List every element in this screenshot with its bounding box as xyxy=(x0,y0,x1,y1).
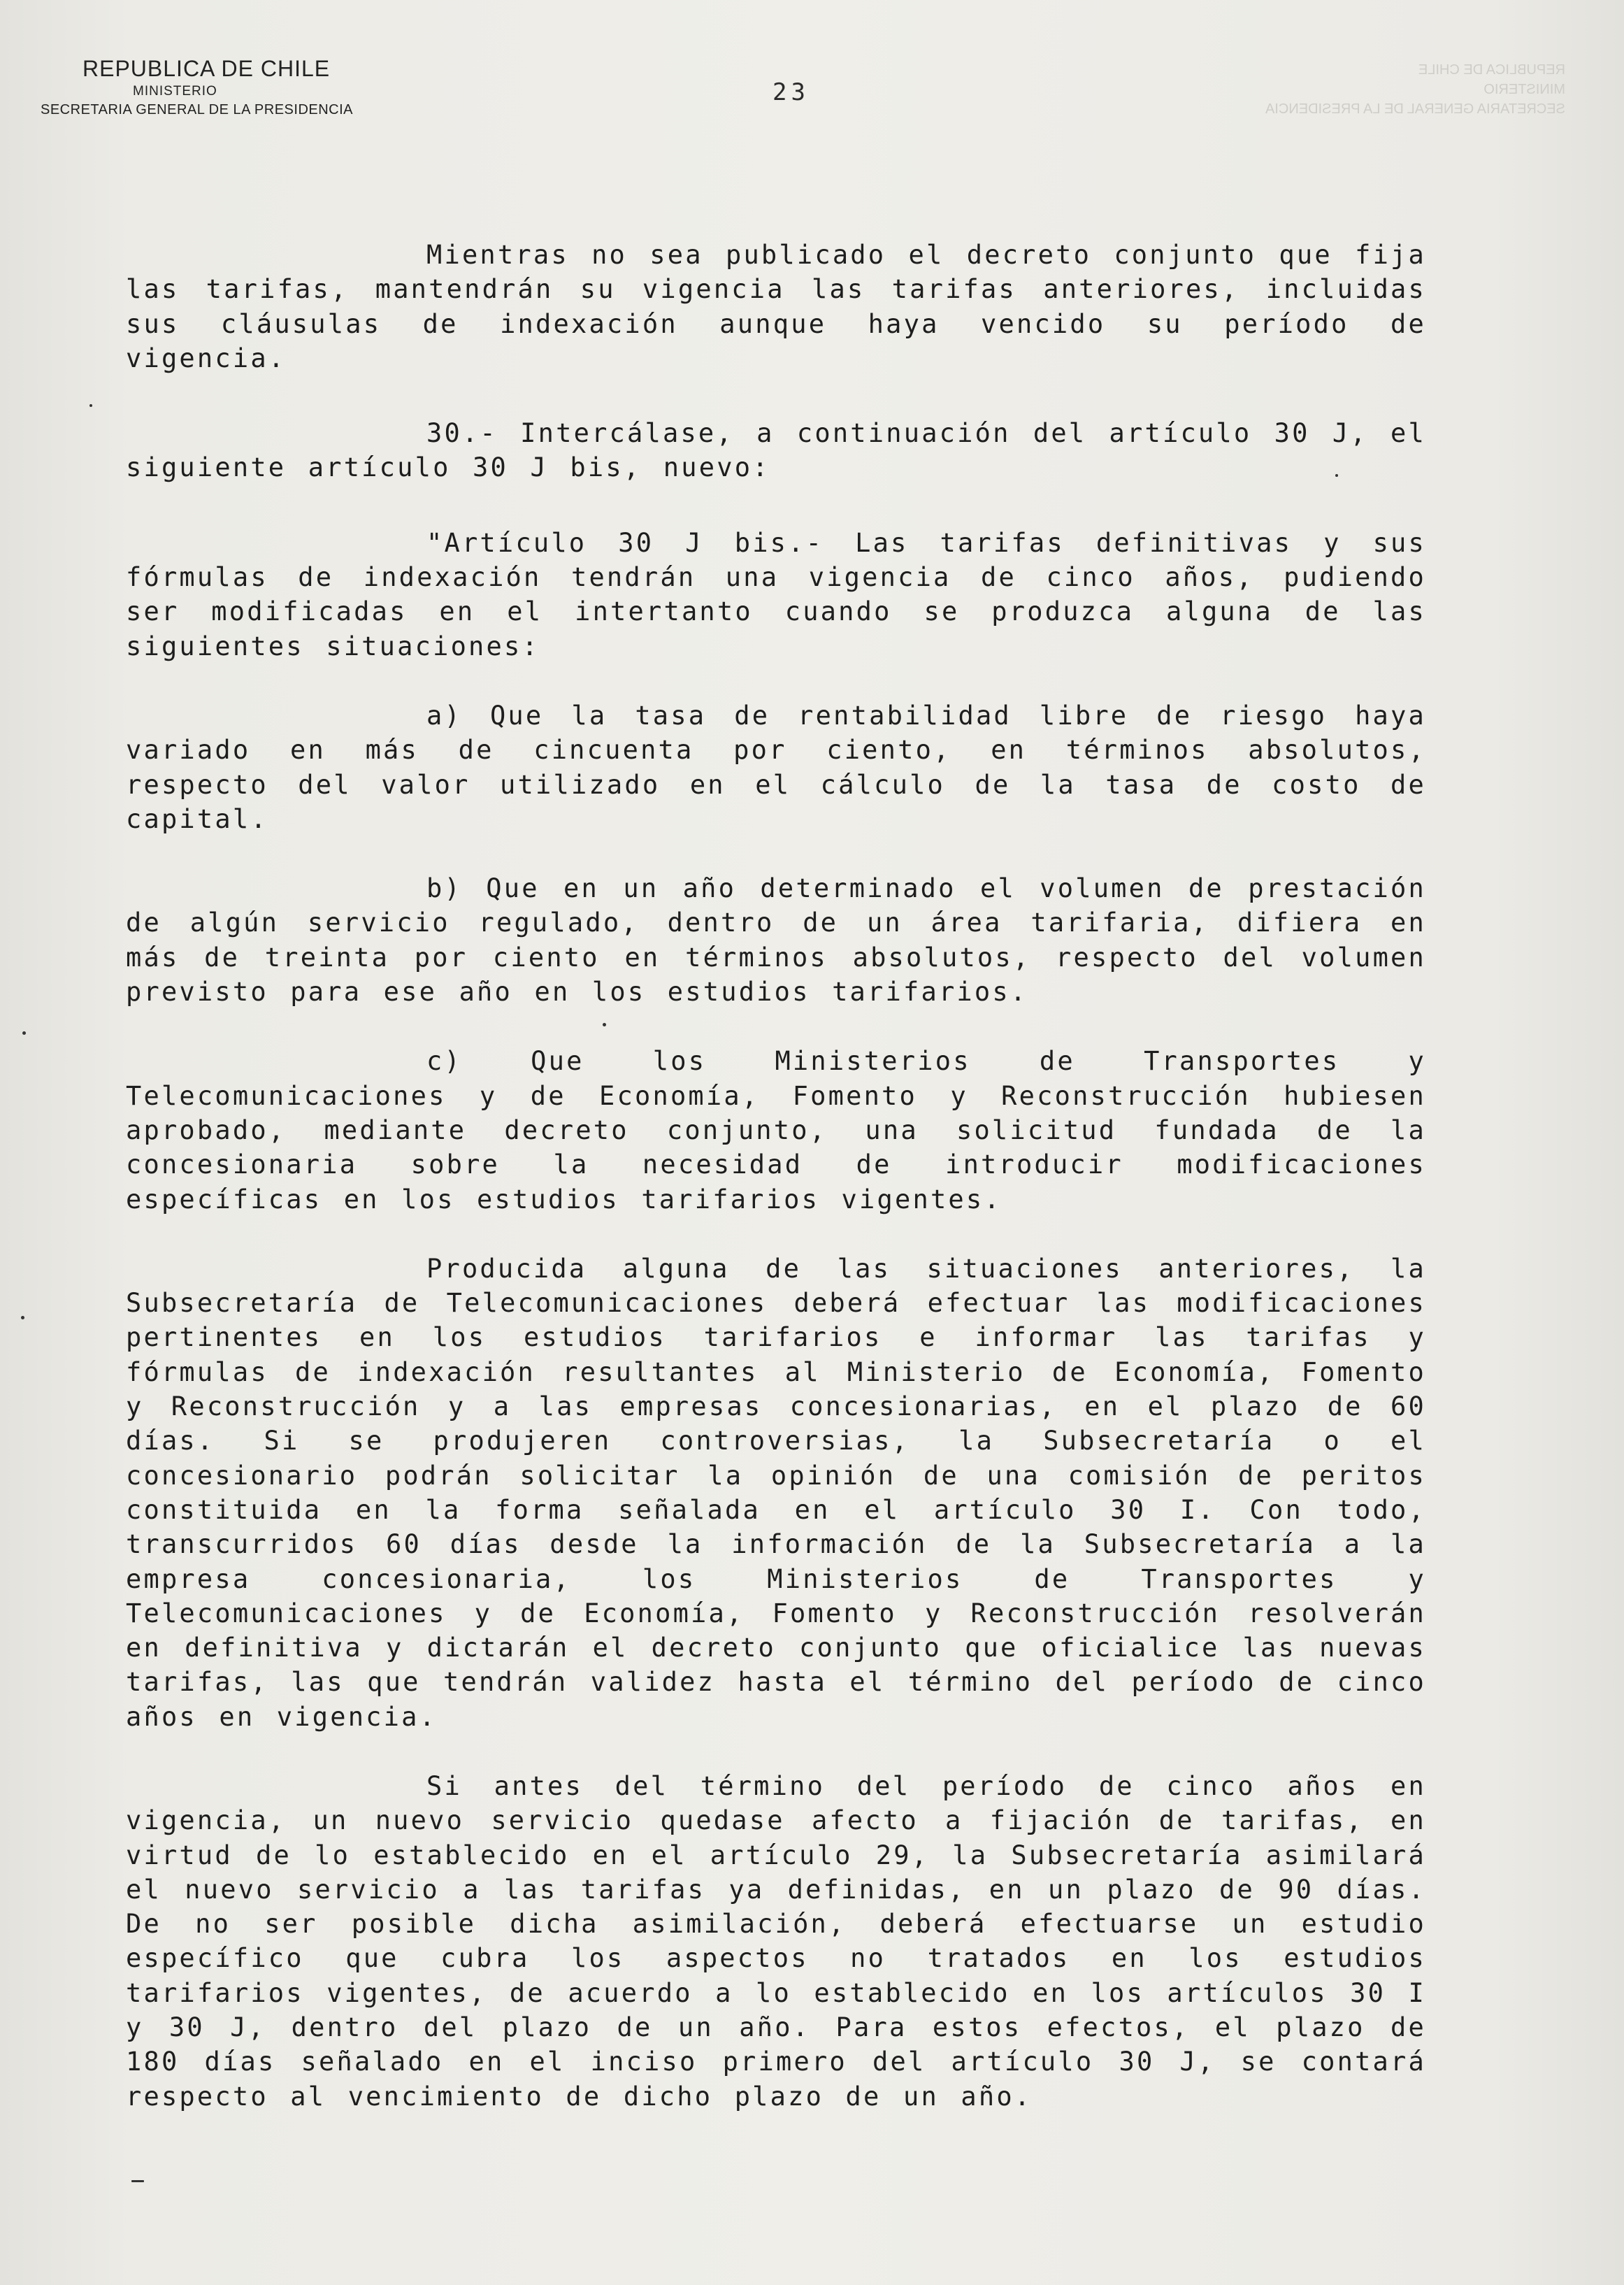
clause-b: b) Que en un año determinado el volumen de prestación de algún servicio regulado, dentro de un área tarifaria, difiera en más de treinta por ciento en términos absolutos, respecto del volumen previsto para ese año en los estudios tarifarios. xyxy=(126,873,1426,1008)
paragraph-new-service: Si antes del término del período de cinco años en vigencia, un nuevo servicio quedase afecto a fijación de tarifas, en virtud de lo establecido en el artículo 29, la Subsecretaría asimilará el nuevo servicio a las tarifas ya definidas, en un plazo de 90 días. De no ser posible dicha asimilación, deberá efectuarse un estudio específico que cubra los aspectos no tratados en los estudios tarifarios vigentes, de acuerdo a lo establecido en los artículos 30 I y 30 J, dentro del plazo de un año. Para estos efectos, el plazo de 180 días señalado en el inciso primero del artículo 30 J, se contará respecto al vencimiento de dicho plazo de un año. xyxy=(126,1770,1426,2112)
scan-speck xyxy=(22,1031,26,1035)
letterhead-country: REPUBLICA DE CHILE xyxy=(82,56,331,81)
clause-c: c) Que los Ministerios de Transportes y Telecomunicaciones y de Economía, Fomento y Reconstrucción hubiesen aprobado, mediante decreto conjunto, una solicitud fundada de la concesionaria sobre la necesidad de introducir modificaciones específicas en los estudios tarifarios vigentes. xyxy=(126,1046,1426,1215)
scan-speck xyxy=(1335,474,1338,477)
page-number: 23 xyxy=(773,78,810,106)
letterhead xyxy=(41,55,404,119)
scan-speck xyxy=(131,2180,144,2182)
letterhead-office: SECRETARIA GENERAL DE LA PRESIDENCIA xyxy=(41,102,354,117)
letterhead-ministry: MINISTERIO xyxy=(133,84,217,99)
clause-a: a) Que la tasa de rentabilidad libre de riesgo haya variado en más de cincuenta por ciento, en términos absolutos, respecto del valor utilizado en el cálculo de la tasa de costo de capital. xyxy=(126,700,1426,834)
scan-speck xyxy=(21,1316,24,1319)
document-body xyxy=(126,238,1426,2149)
scan-speck xyxy=(89,404,92,407)
paragraph-tariff-validity: Mientras no sea publicado el decreto conjunto que fija las tarifas, mantendrán su vigencia las tarifas anteriores, incluidas sus cláusulas de indexación aunque haya vencido su período de vigencia. xyxy=(126,240,1426,373)
scan-speck xyxy=(603,1023,606,1026)
paragraph-article-30j-bis: "Artículo 30 J bis.- Las tarifas definitivas y sus fórmulas de indexación tendrán una vigencia de cinco años, pudiendo ser modificadas en el intertanto cuando se produzca alguna de las siguientes situaciones: xyxy=(126,527,1426,661)
paragraph-modifications: Producida alguna de las situaciones anteriores, la Subsecretaría de Telecomunicaciones deberá efectuar las modificaciones pertinentes en los estudios tarifarios e informar las tarifas y fórmulas de indexación resultantes al Ministerio de Economía, Fomento y Reconstrucción y a las empresas concesionarias, en el plazo de 60 días. Si se produjeren controversias, la Subsecretaría o el concesionario podrán solicitar la opinión de una comisión de peritos constituida en la forma señalada en el artículo 30 I. Con todo, transcurridos 60 días desde la información de la Subsecretaría a la empresa concesionaria, los Ministerios de Transportes y Telecomunicaciones y de Economía, Fomento y Reconstrucción resolverán en definitiva y dictarán el decreto conjunto que oficialice las nuevas tarifas, las que tendrán validez hasta el término del período de cinco años en vigencia. xyxy=(126,1253,1426,1732)
paragraph-article-30: 30.- Intercálase, a continuación del artículo 30 J, el siguiente artículo 30 J bis, nuevo: xyxy=(126,418,1426,483)
bleed-through-letterhead: REPUBLICA DE CHILE MINISTERIO SECRETARIA GENERAL DE LA PRESIDENCIA xyxy=(1265,62,1566,117)
